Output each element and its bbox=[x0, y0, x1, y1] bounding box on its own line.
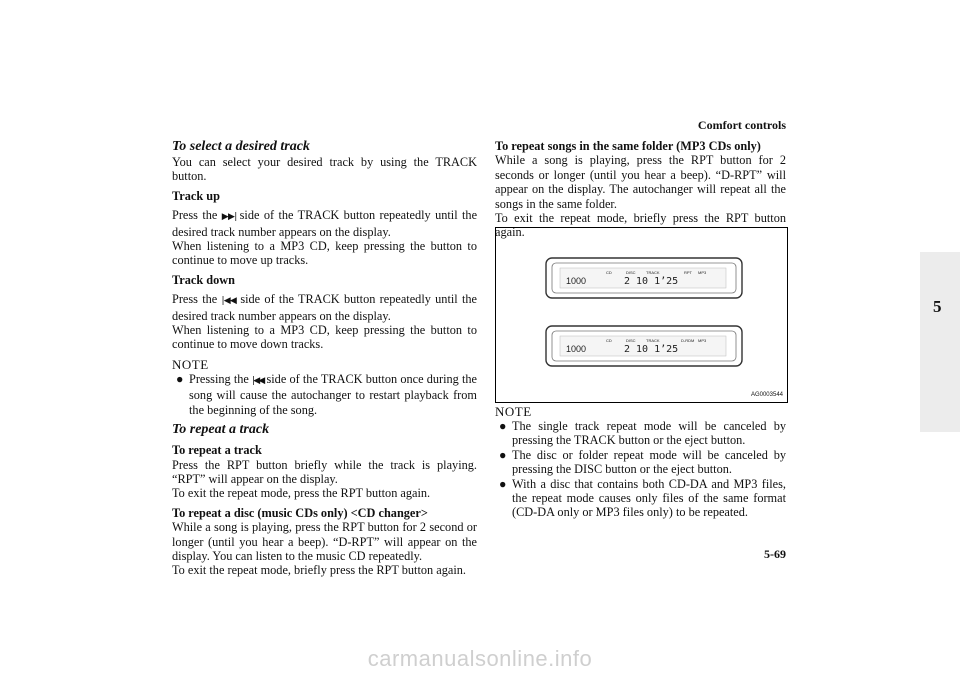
page-number: 5-69 bbox=[764, 547, 786, 561]
select-intro: You can select your desired track by using the TRACK button. bbox=[172, 155, 477, 184]
left-column bbox=[172, 139, 477, 578]
track-up-mp3: When listening to a MP3 CD, keep pressing the button to continue to move up tracks. bbox=[172, 239, 477, 268]
note-item: ● The disc or folder repeat mode will be canceled by pressing the DISC button or the eject button. bbox=[499, 447, 786, 477]
note-label: NOTE bbox=[172, 356, 209, 372]
repeat-folder-text: While a song is playing, press the RPT button for 2 seconds or longer (until you hear a beep). “D-RPT” will appear on the display. The autochanger will repeat all the songs in the same folder. bbox=[495, 153, 786, 211]
tag-text: TRACK bbox=[646, 338, 660, 343]
right-column-top bbox=[495, 139, 786, 240]
display-left-digits: 1000 bbox=[566, 276, 587, 286]
track-down-title: Track down bbox=[172, 272, 235, 287]
tag-text: CD bbox=[606, 270, 612, 275]
tag-text: DISC bbox=[626, 270, 636, 275]
display-illustration bbox=[496, 228, 787, 402]
bullet-icon: ● bbox=[499, 419, 507, 433]
rewind-icon: |◀◀ bbox=[252, 375, 264, 386]
figure-id: AG0003544 bbox=[750, 392, 783, 398]
note-label: NOTE bbox=[495, 404, 532, 419]
bullet-icon: ● bbox=[499, 447, 507, 462]
chapter-number: 5 bbox=[933, 297, 942, 316]
repeat-track-text: Press the RPT button briefly while the track is playing. “RPT” will appear on the display. bbox=[172, 457, 477, 486]
repeat-folder-title: To repeat songs in the same folder (MP3 CDs only) bbox=[495, 139, 761, 153]
display-main-digits: 2 10 1’25 bbox=[624, 344, 679, 355]
tag-text: RPT bbox=[684, 270, 692, 275]
display-left-digits: 1000 bbox=[566, 344, 587, 354]
rewind-icon: |◀◀ bbox=[221, 296, 237, 307]
tag-text: CD bbox=[606, 338, 612, 343]
chapter-tab bbox=[920, 252, 960, 432]
tag-text: MP3 bbox=[698, 338, 707, 343]
note-item: ● Pressing the |◀◀ side of the TRACK button once during the song will cause the autochanger to restart playback from the beginning of the song. bbox=[176, 371, 478, 417]
note-item: ● The single track repeat mode will be canceled by pressing the TRACK button or the eject button. bbox=[499, 419, 786, 448]
section-header: Comfort controls bbox=[697, 118, 786, 132]
note-item: ● With a disc that contains both CD-DA and MP3 files, the repeat mode causes only files of the same format (CD-DA only or MP3 files only) to be repeated. bbox=[499, 476, 786, 520]
repeat-folder-exit: To exit the repeat mode, briefly press the RPT button again. bbox=[495, 211, 786, 240]
repeat-disc-title: To repeat a disc (music CDs only) <CD changer> bbox=[172, 505, 428, 520]
fast-forward-icon: ▶▶| bbox=[221, 212, 236, 223]
heading-repeat-track: To repeat a track bbox=[172, 422, 270, 438]
display-panel-2 bbox=[546, 326, 742, 366]
display-figure bbox=[495, 227, 788, 403]
repeat-track-title: To repeat a track bbox=[172, 443, 262, 458]
tag-text: MP3 bbox=[698, 270, 707, 275]
tag-text: TRACK bbox=[646, 270, 660, 275]
track-down-text: Press the |◀◀ side of the TRACK button repeatedly until the desired track number appears on the display. bbox=[172, 292, 478, 323]
display-panel-1 bbox=[546, 258, 742, 298]
heading-select-track: To select a desired track bbox=[172, 139, 310, 154]
tag-text: D-RDM bbox=[681, 338, 695, 343]
right-column-notes bbox=[495, 404, 786, 520]
repeat-disc-exit: To exit the repeat mode, briefly press the RPT button again. bbox=[172, 563, 466, 578]
tag-text: DISC bbox=[626, 338, 636, 343]
bullet-icon: ● bbox=[499, 476, 507, 491]
track-up-text: Press the ▶▶| side of the TRACK button repeatedly until the desired track number appears on the display. bbox=[172, 208, 478, 239]
track-down-mp3: When listening to a MP3 CD, keep pressing the button to continue to move down tracks. bbox=[172, 323, 477, 352]
watermark-link[interactable]: carmanualsonline.info bbox=[367, 646, 593, 671]
bullet-icon: ● bbox=[176, 371, 184, 386]
repeat-disc-text: While a song is playing, press the RPT button for 2 second or longer (until you hear a beep). “D-RPT” will appear on the display. You can listen to the music CD repeatedly. bbox=[172, 520, 477, 563]
repeat-track-exit: To exit the repeat mode, press the RPT button again. bbox=[172, 486, 431, 501]
track-up-title: Track up bbox=[172, 188, 220, 203]
display-main-digits: 2 10 1’25 bbox=[624, 276, 679, 287]
